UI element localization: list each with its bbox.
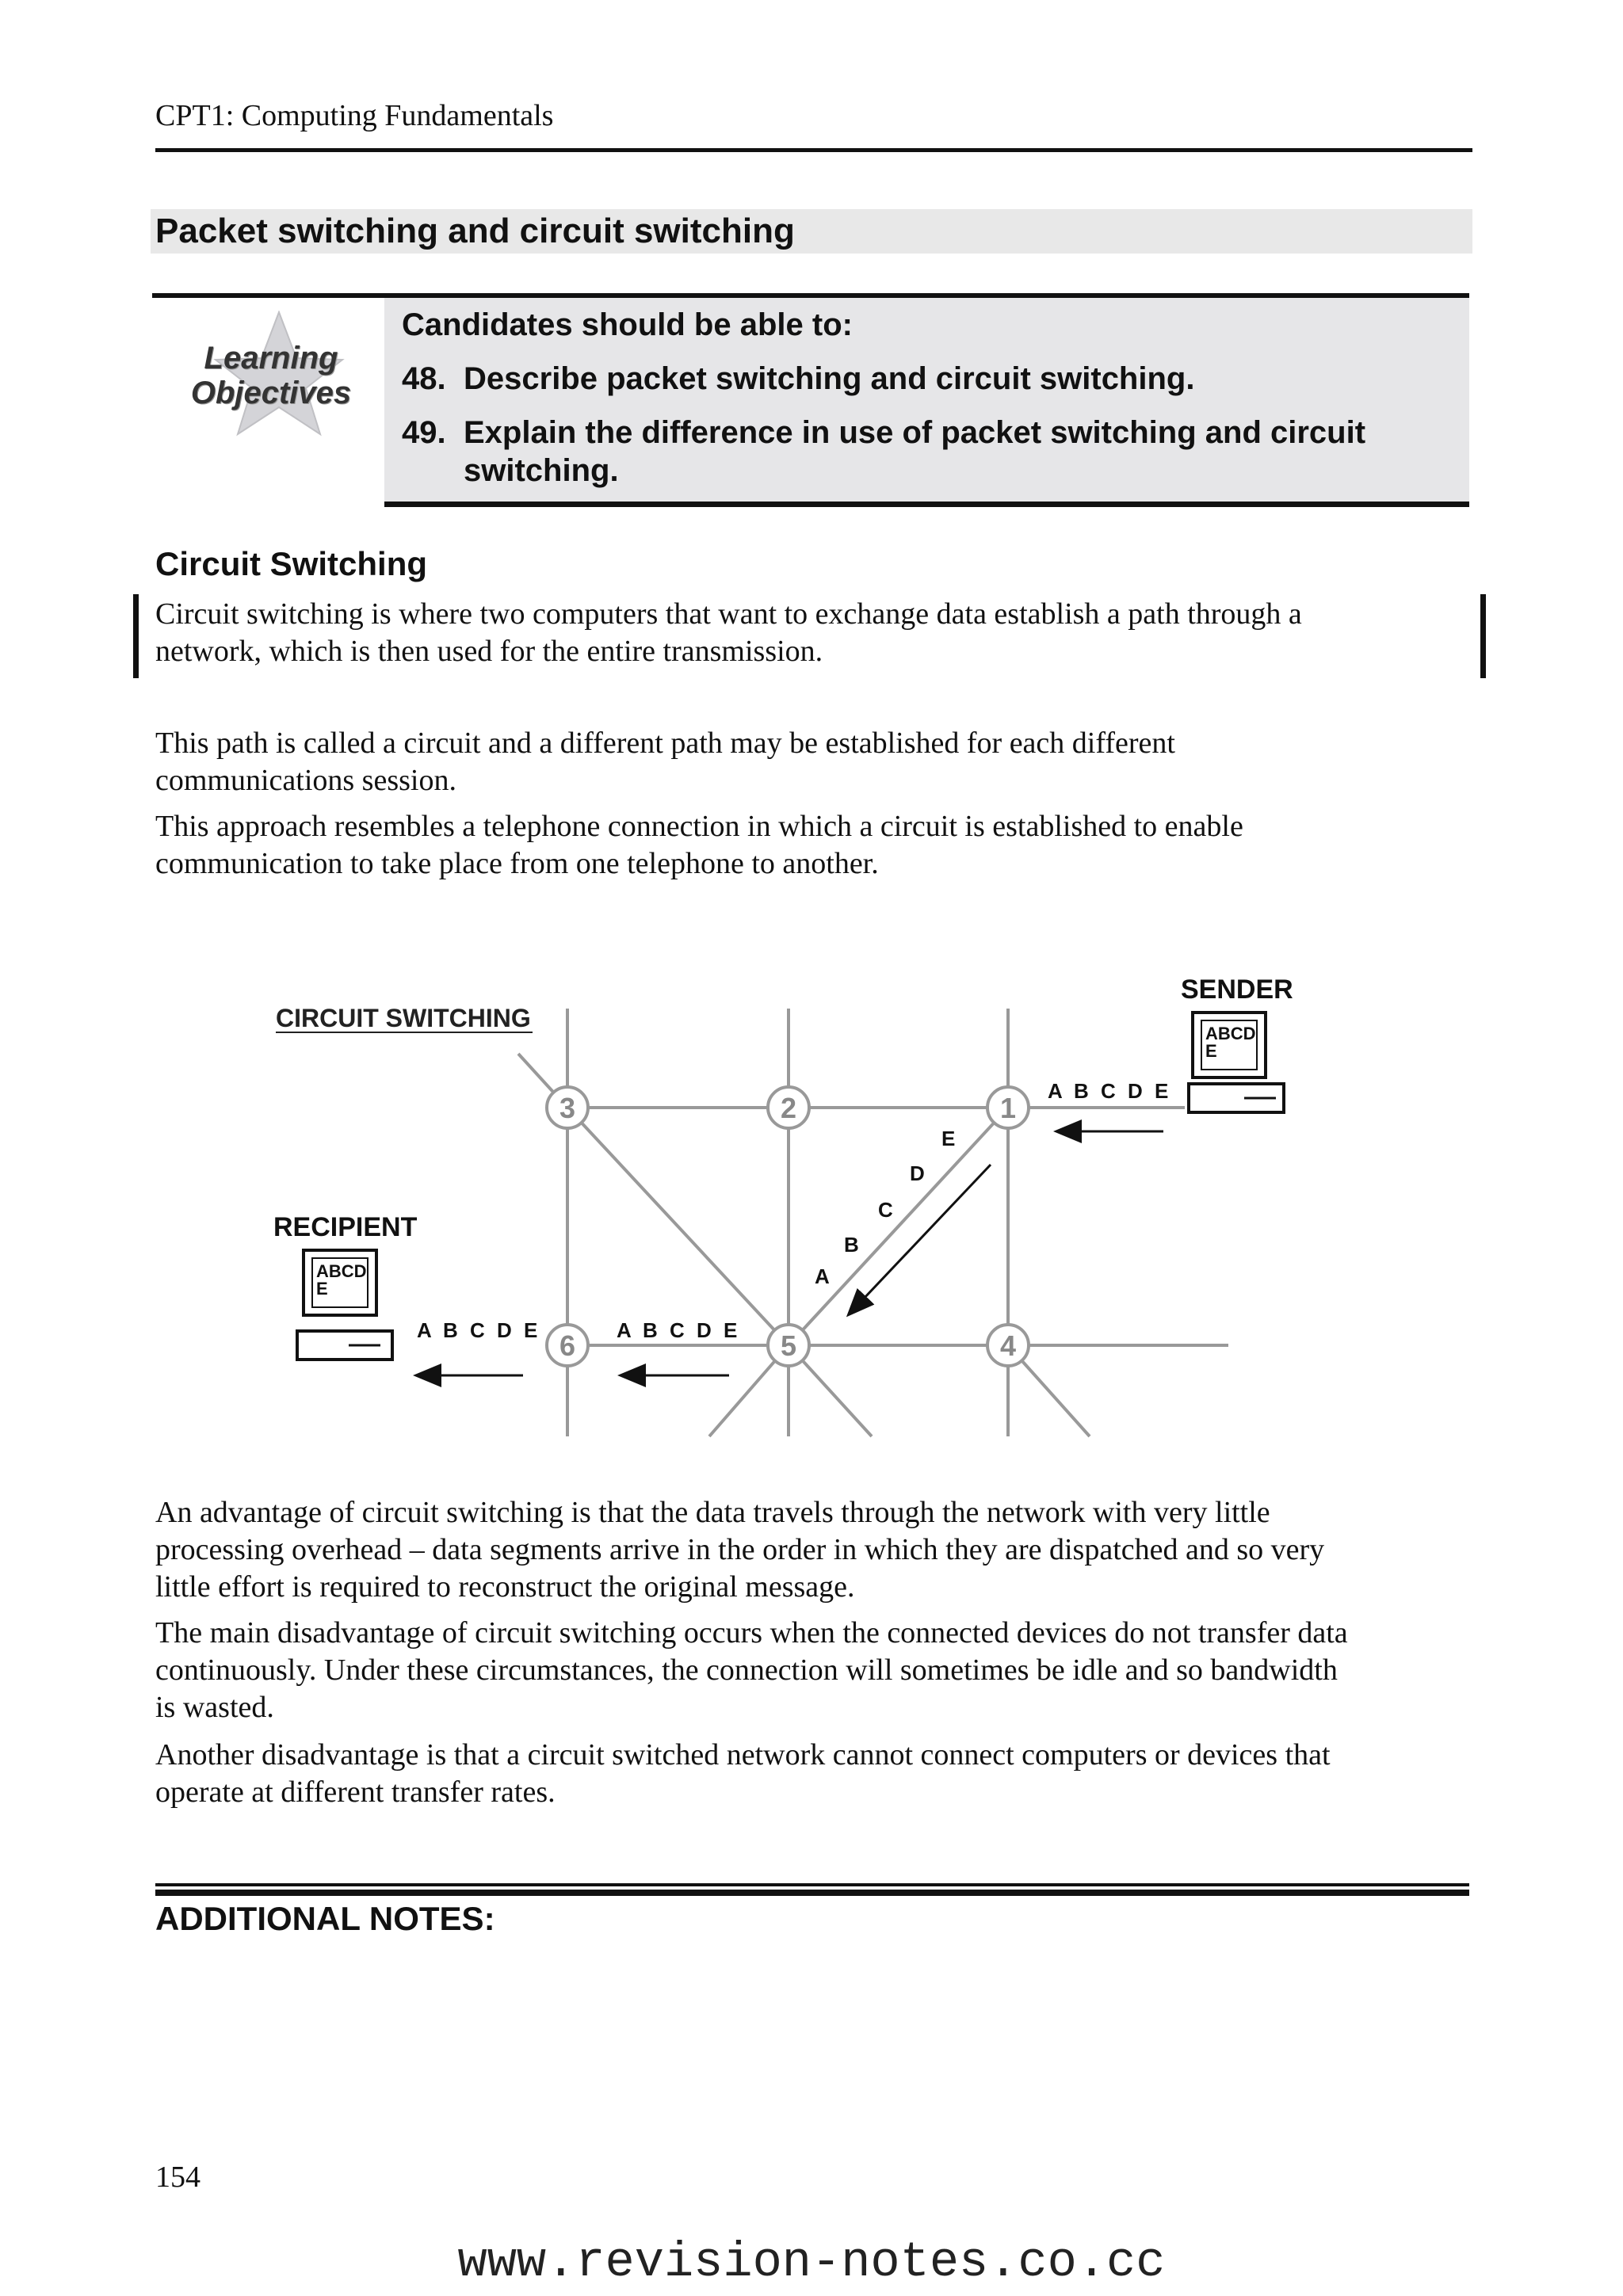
- node-1: [987, 1087, 1029, 1128]
- logo-line-2: Objectives: [190, 376, 352, 410]
- text-line: communications session.: [155, 764, 456, 797]
- paragraph-definition: [155, 596, 1455, 670]
- running-header: CPT1: Computing Fundamentals: [155, 99, 554, 132]
- recipient-computer-icon: [297, 1250, 392, 1360]
- header-rule: [155, 148, 1472, 152]
- objective-text: Describe packet switching and circuit switching.: [464, 361, 1195, 396]
- recipient-packet-stream: A B C D E: [417, 1318, 541, 1342]
- node-6: [547, 1325, 588, 1366]
- text-line: little effort is required to reconstruct the original message.: [155, 1570, 855, 1604]
- packet-e: E: [941, 1127, 956, 1150]
- logo-line-1: Learning: [204, 341, 338, 376]
- objective-number: 49.: [402, 415, 446, 450]
- node-label: 6: [559, 1329, 576, 1362]
- text-line: This approach resembles a telephone connection in which a circuit is established to enable: [155, 810, 1243, 843]
- node-5: [768, 1325, 809, 1366]
- packet-d: D: [910, 1161, 925, 1185]
- screen-text: E: [1205, 1041, 1217, 1061]
- learning-objectives-box: [384, 298, 1469, 507]
- recipient-label: RECIPIENT: [273, 1212, 418, 1242]
- paragraph-disadvantage: [155, 1615, 1455, 1726]
- screen-text: E: [316, 1279, 328, 1299]
- footer-url: www.revision-notes.co.cc: [457, 2234, 1166, 2290]
- objective-text-continued: switching.: [464, 453, 619, 488]
- section-title: Packet switching and circuit switching: [151, 209, 1472, 254]
- learning-objectives-logo: [184, 311, 358, 437]
- change-bar-left: [133, 594, 139, 678]
- text-line: continuously. Under these circumstances, the connection will sometimes be idle and so bandwidth: [155, 1653, 1338, 1687]
- node-2: [768, 1087, 809, 1128]
- packet-c: C: [878, 1198, 893, 1222]
- text-line: processing overhead – data segments arrive in the order in which they are dispatched and so very: [155, 1533, 1325, 1566]
- text-line: This path is called a circuit and a different path may be established for each different: [155, 727, 1175, 760]
- node-label: 2: [780, 1092, 797, 1124]
- text-line: An advantage of circuit switching is that the data travels through the network with very little: [155, 1496, 1270, 1529]
- text-line: The main disadvantage of circuit switching occurs when the connected devices do not transfer data: [155, 1616, 1348, 1650]
- node-label: 3: [559, 1092, 576, 1124]
- diagonal-arrow: [850, 1165, 991, 1314]
- circuit-switching-diagram: [262, 965, 1331, 1440]
- node-3: [547, 1087, 588, 1128]
- text-line: Circuit switching is where two computers that want to exchange data establish a path through a: [155, 597, 1302, 631]
- node-label: 1: [999, 1092, 1017, 1124]
- paragraph-another-disadvantage: [155, 1737, 1455, 1811]
- node-label: 5: [780, 1329, 797, 1362]
- additional-notes-title: ADDITIONAL NOTES:: [155, 1900, 495, 1937]
- sender-computer-icon: [1189, 1013, 1284, 1112]
- sender-label: SENDER: [1181, 974, 1293, 1005]
- objective-text: Explain the difference in use of packet switching and circuit: [464, 415, 1366, 450]
- text-line: operate at different transfer rates.: [155, 1775, 556, 1809]
- packet-b: B: [844, 1233, 859, 1257]
- paragraph-advantage: [155, 1494, 1455, 1606]
- subheading-circuit-switching: Circuit Switching: [155, 545, 428, 582]
- network-links: [518, 1009, 1228, 1436]
- change-bar-right: [1480, 594, 1486, 678]
- objectives-intro: Candidates should be able to:: [402, 307, 853, 342]
- sender-packet-stream: A B C D E: [1048, 1079, 1172, 1103]
- notes-rule-thin: [155, 1883, 1469, 1886]
- paragraph-circuit-path: [155, 725, 1455, 799]
- objective-number: 48.: [402, 361, 446, 396]
- diagram-title: CIRCUIT SWITCHING: [276, 1004, 531, 1032]
- page-number: 154: [155, 2161, 200, 2194]
- packet-a: A: [815, 1264, 830, 1288]
- notes-rule-thick: [155, 1890, 1469, 1896]
- text-line: network, which is then used for the entire transmission.: [155, 635, 823, 668]
- node-4: [987, 1325, 1029, 1366]
- middle-packet-stream: A B C D E: [617, 1318, 741, 1342]
- screen-text: ABCD: [1205, 1024, 1256, 1043]
- text-line: is wasted.: [155, 1691, 274, 1724]
- paragraph-telephone: [155, 808, 1455, 883]
- text-line: communication to take place from one telephone to another.: [155, 847, 879, 880]
- text-line: Another disadvantage is that a circuit switched network cannot connect computers or devices that: [155, 1738, 1331, 1772]
- screen-text: ABCD: [316, 1261, 367, 1281]
- node-label: 4: [999, 1329, 1017, 1362]
